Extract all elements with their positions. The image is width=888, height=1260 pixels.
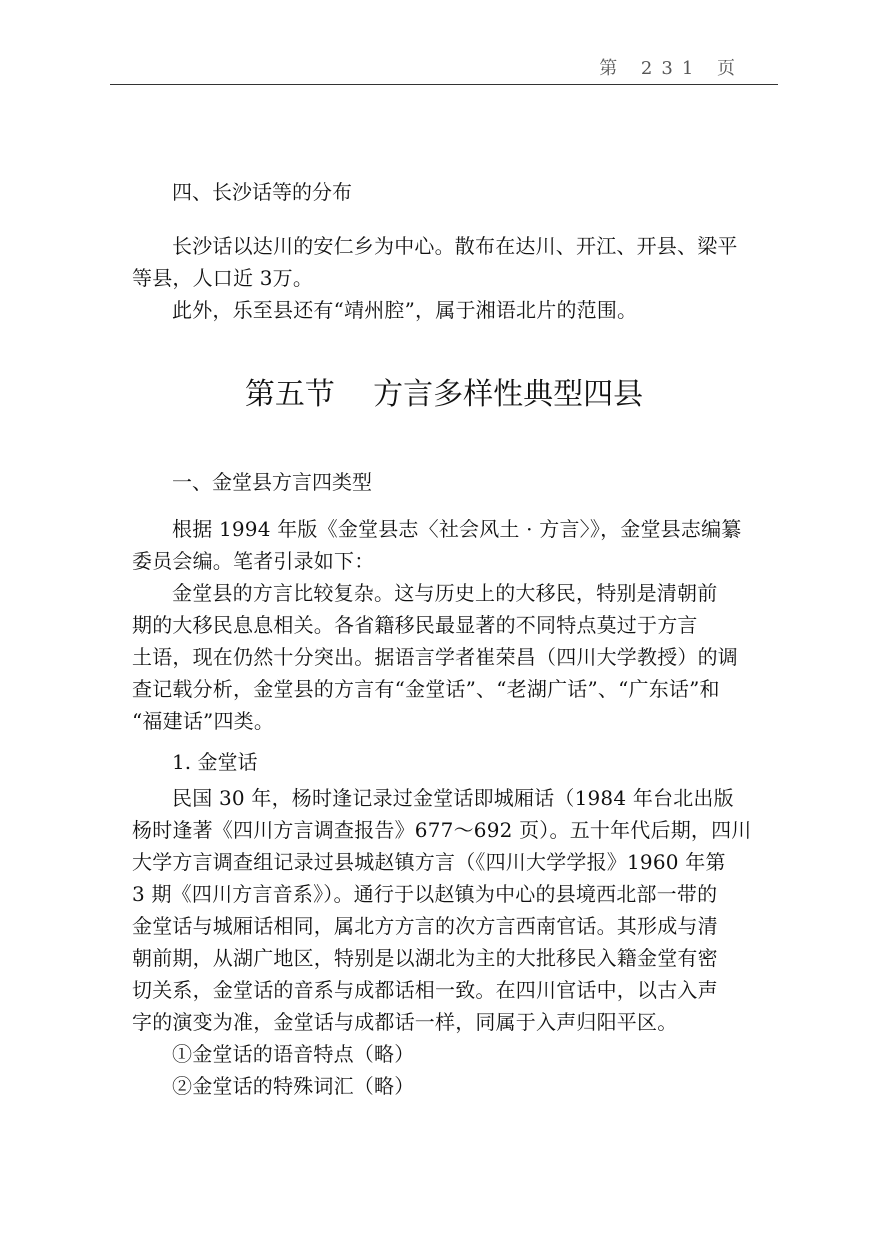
text-line: 土语，现在仍然十分突出。据语言学者崔荣昌（四川大学教授）的调 <box>132 645 738 669</box>
text-line: 字的演变为准，金堂话与成都话一样，同属于入声归阳平区。 <box>132 1010 678 1034</box>
jintanghua-paragraph <box>132 782 780 1102</box>
text-line: 长沙话以达川的安仁乡为中心。散布在达川、开江、开县、梁平 <box>172 234 738 258</box>
item-heading-jintanghua: 1. 金堂话 <box>172 750 258 774</box>
text-line: 委员会编。笔者引录如下： <box>132 549 375 573</box>
text-line: 切关系，金堂话的音系与成都话相一致。在四川官话中，以古入声 <box>132 978 718 1002</box>
page-number: 第 231 页 <box>599 58 744 79</box>
text-line: 查记载分析，金堂县的方言有“金堂话”、“老湖广话”、“广东话”和 <box>132 677 720 701</box>
text-line: 民国 30 年，杨时逢记录过金堂话即城厢话（1984 年台北出版 <box>172 786 734 810</box>
subsection-heading-jintang: 一、金堂县方言四类型 <box>172 470 372 494</box>
text-line: 此外，乐至县还有“靖州腔”，属于湘语北片的范围。 <box>172 298 638 322</box>
text-line: 朝前期，从湖广地区，特别是以湖北为主的大批移民入籍金堂有密 <box>132 946 718 970</box>
changsha-paragraph <box>132 230 780 326</box>
text-line: 杨时逢著《四川方言调查报告》677～692 页）。五十年代后期，四川 <box>132 818 752 842</box>
text-line: 等县，人口近 3万。 <box>132 266 314 290</box>
page-header <box>110 52 778 85</box>
section-title: 第五节 方言多样性典型四县 <box>244 377 644 412</box>
list-item-vocabulary: ②金堂话的特殊词汇（略） <box>172 1074 415 1098</box>
jintang-intro-paragraph <box>132 513 780 577</box>
text-line: 期的大移民息息相关。各省籍移民最显著的不同特点莫过于方言 <box>132 613 698 637</box>
list-item-phonetics: ①金堂话的语音特点（略） <box>172 1042 415 1066</box>
section-heading-changsha: 四、长沙话等的分布 <box>172 180 352 204</box>
text-line: 3 期《四川方言音系》）。通行于以赵镇为中心的县境西北部一带的 <box>132 882 718 906</box>
text-line: 金堂话与城厢话相同，属北方方言的次方言西南官话。其形成与清 <box>132 914 718 938</box>
text-line: “福建话”四类。 <box>132 709 275 733</box>
text-line: 大学方言调查组记录过县城赵镇方言（《四川大学学报》1960 年第 <box>132 850 726 874</box>
text-line: 根据 1994 年版《金堂县志〈社会风土 · 方言〉》，金堂县志编纂 <box>172 517 742 541</box>
text-line: 金堂县的方言比较复杂。这与历史上的大移民，特别是清朝前 <box>172 581 718 605</box>
jintang-dialect-paragraph <box>132 577 780 737</box>
